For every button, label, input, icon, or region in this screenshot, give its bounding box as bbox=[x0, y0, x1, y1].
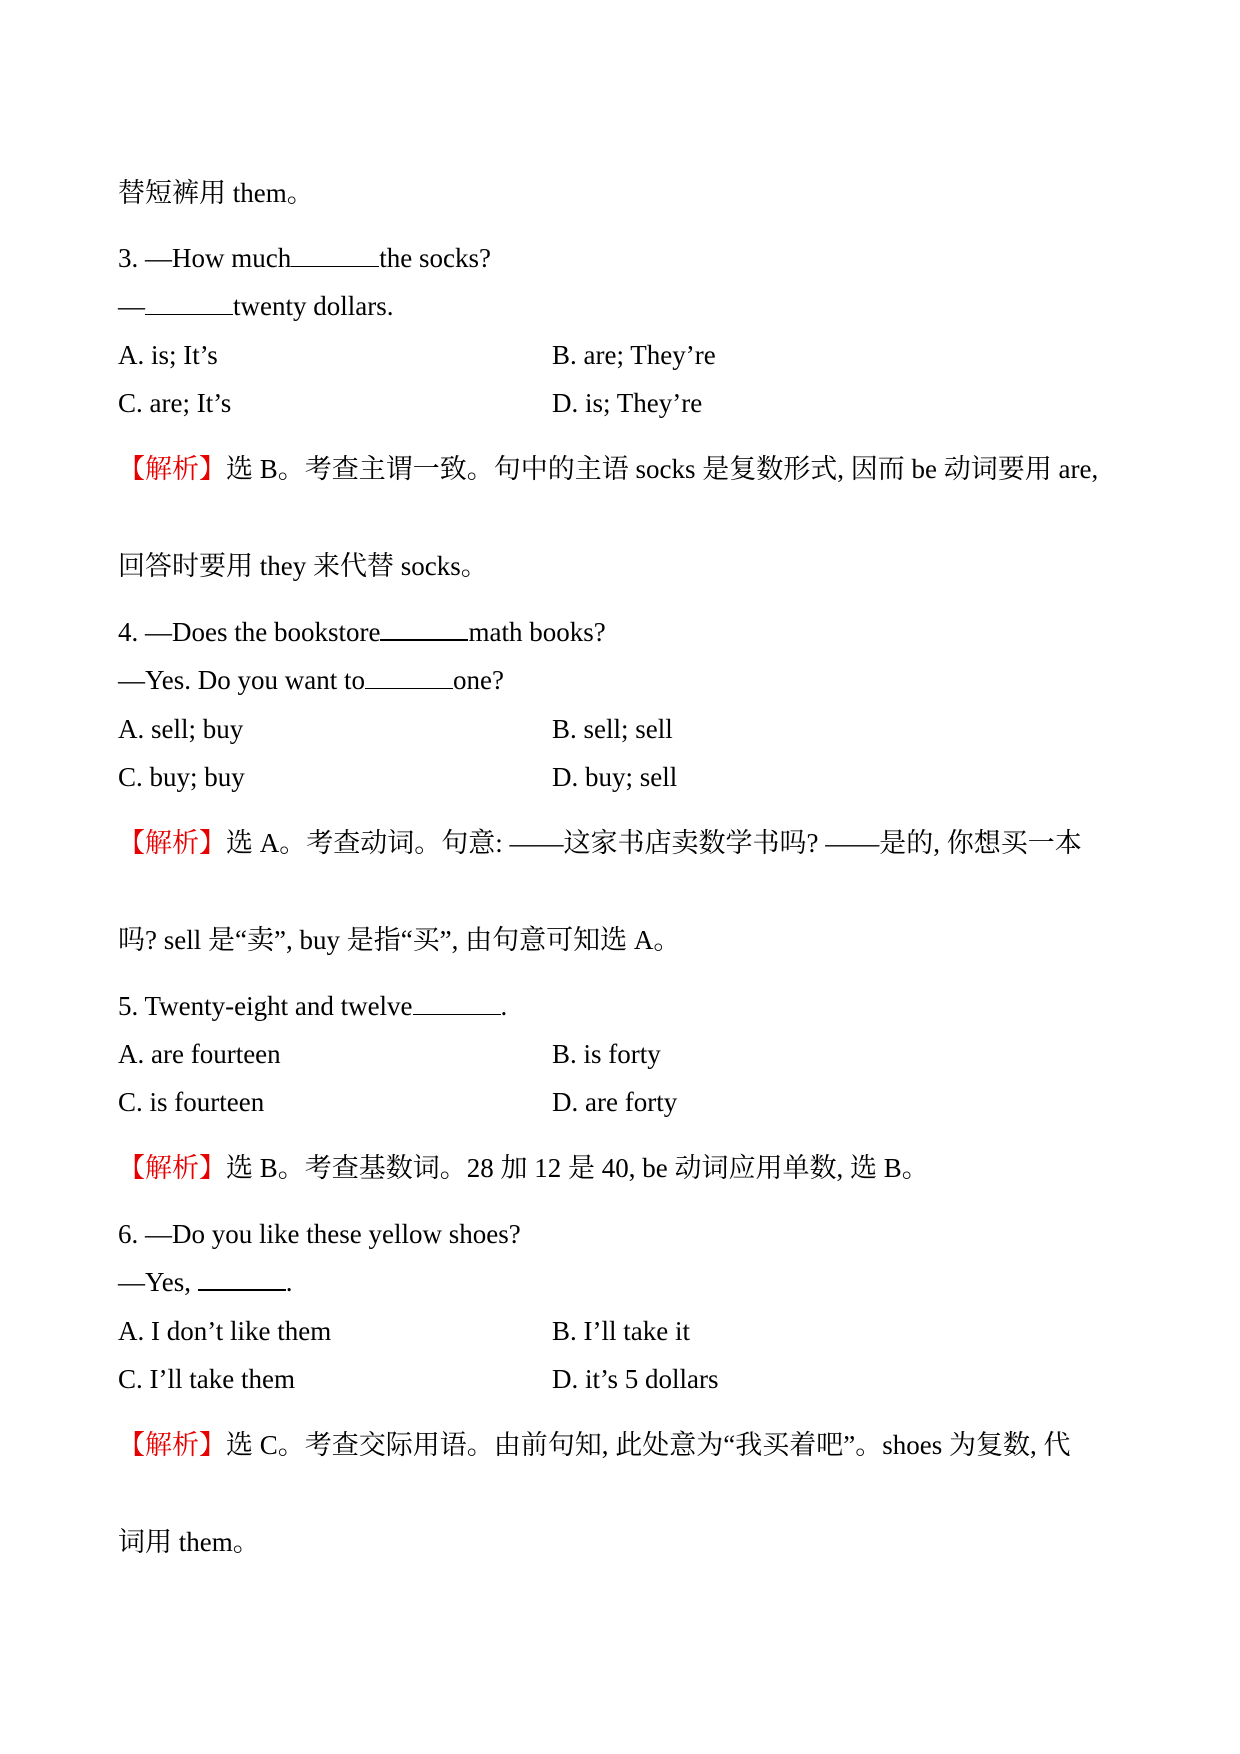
q4-blank-2 bbox=[365, 666, 453, 689]
q3-answer-pre: — bbox=[118, 291, 145, 321]
q6-answer-post: . bbox=[285, 1267, 293, 1297]
q6-answer-pre: —Yes, bbox=[118, 1267, 198, 1297]
q3-analysis-text: 选 B。考查主谓一致。句中的主语 socks 是复数形式, 因而 be 动词要用 are, bbox=[226, 454, 1099, 484]
q5-analysis-line1 bbox=[118, 1151, 929, 1185]
q4-stem-pre: 4. —Does the bookstore bbox=[118, 617, 381, 647]
q6-stem: 6. —Do you like these yellow shoes? bbox=[118, 1219, 521, 1249]
carry-over-text: 替短裤用 them。 bbox=[118, 178, 314, 208]
q4-analysis-text: 选 A。考查动词。句意: ——这家书店卖数学书吗? ——是的, 你想买一本 bbox=[226, 828, 1082, 858]
q6-answer bbox=[118, 1265, 293, 1299]
q6-option-b: B. I’ll take it bbox=[552, 1316, 690, 1346]
q6-option-a: A. I don’t like them bbox=[118, 1316, 332, 1346]
q4-analysis-line2: 吗? sell 是“卖”, buy 是指“买”, 由句意可知选 A。 bbox=[118, 925, 681, 955]
q3-analysis-line2: 回答时要用 they 来代替 socks。 bbox=[118, 551, 488, 581]
q6-analysis-tag: 【解析】 bbox=[118, 1430, 226, 1460]
q5-analysis-tag: 【解析】 bbox=[118, 1153, 226, 1183]
q3-option-b: B. are; They’re bbox=[552, 340, 716, 370]
q4-answer bbox=[118, 663, 504, 697]
q4-answer-post: one? bbox=[453, 665, 504, 695]
q3-stem-pre: 3. —How much bbox=[118, 243, 292, 273]
q6-analysis-line1 bbox=[118, 1428, 1070, 1462]
q4-analysis-line1 bbox=[118, 826, 1082, 860]
q4-stem bbox=[118, 615, 606, 649]
q4-answer-pre: —Yes. Do you want to bbox=[118, 665, 366, 695]
q4-option-a: A. sell; buy bbox=[118, 714, 244, 744]
q3-option-c: C. are; It’s bbox=[118, 388, 232, 418]
q3-answer bbox=[118, 289, 393, 323]
q5-stem-post: . bbox=[500, 991, 508, 1021]
q4-option-d: D. buy; sell bbox=[552, 762, 678, 792]
q5-stem-pre: 5. Twenty-eight and twelve bbox=[118, 991, 413, 1021]
q4-analysis-tag: 【解析】 bbox=[118, 828, 226, 858]
q3-blank-1 bbox=[291, 244, 379, 267]
q5-analysis-text: 选 B。考查基数词。28 加 12 是 40, be 动词应用单数, 选 B。 bbox=[226, 1153, 929, 1183]
q6-analysis-text: 选 C。考查交际用语。由前句知, 此处意为“我买着吧”。shoes 为复数, 代 bbox=[226, 1430, 1071, 1460]
q6-option-d: D. it’s 5 dollars bbox=[552, 1364, 719, 1394]
q5-stem bbox=[118, 989, 507, 1023]
q6-analysis-line2: 词用 them。 bbox=[118, 1527, 260, 1557]
q4-option-c: C. buy; buy bbox=[118, 762, 245, 792]
q5-blank bbox=[413, 992, 501, 1015]
q3-stem-post: the socks? bbox=[379, 243, 491, 273]
q5-option-d: D. are forty bbox=[552, 1087, 678, 1117]
q3-option-d: D. is; They’re bbox=[552, 388, 703, 418]
q4-blank-1 bbox=[380, 617, 468, 641]
q6-option-c: C. I’ll take them bbox=[118, 1364, 295, 1394]
q5-option-a: A. are fourteen bbox=[118, 1039, 281, 1069]
q3-analysis-line1 bbox=[118, 452, 1098, 486]
q3-analysis-tag: 【解析】 bbox=[118, 454, 226, 484]
q5-option-b: B. is forty bbox=[552, 1039, 661, 1069]
q6-blank bbox=[198, 1267, 286, 1291]
q4-stem-post: math books? bbox=[468, 617, 606, 647]
q4-option-b: B. sell; sell bbox=[552, 714, 673, 744]
q3-stem bbox=[118, 241, 491, 275]
q5-option-c: C. is fourteen bbox=[118, 1087, 265, 1117]
q3-answer-post: twenty dollars. bbox=[233, 291, 394, 321]
q3-blank-2 bbox=[145, 292, 233, 315]
q3-option-a: A. is; It’s bbox=[118, 340, 218, 370]
